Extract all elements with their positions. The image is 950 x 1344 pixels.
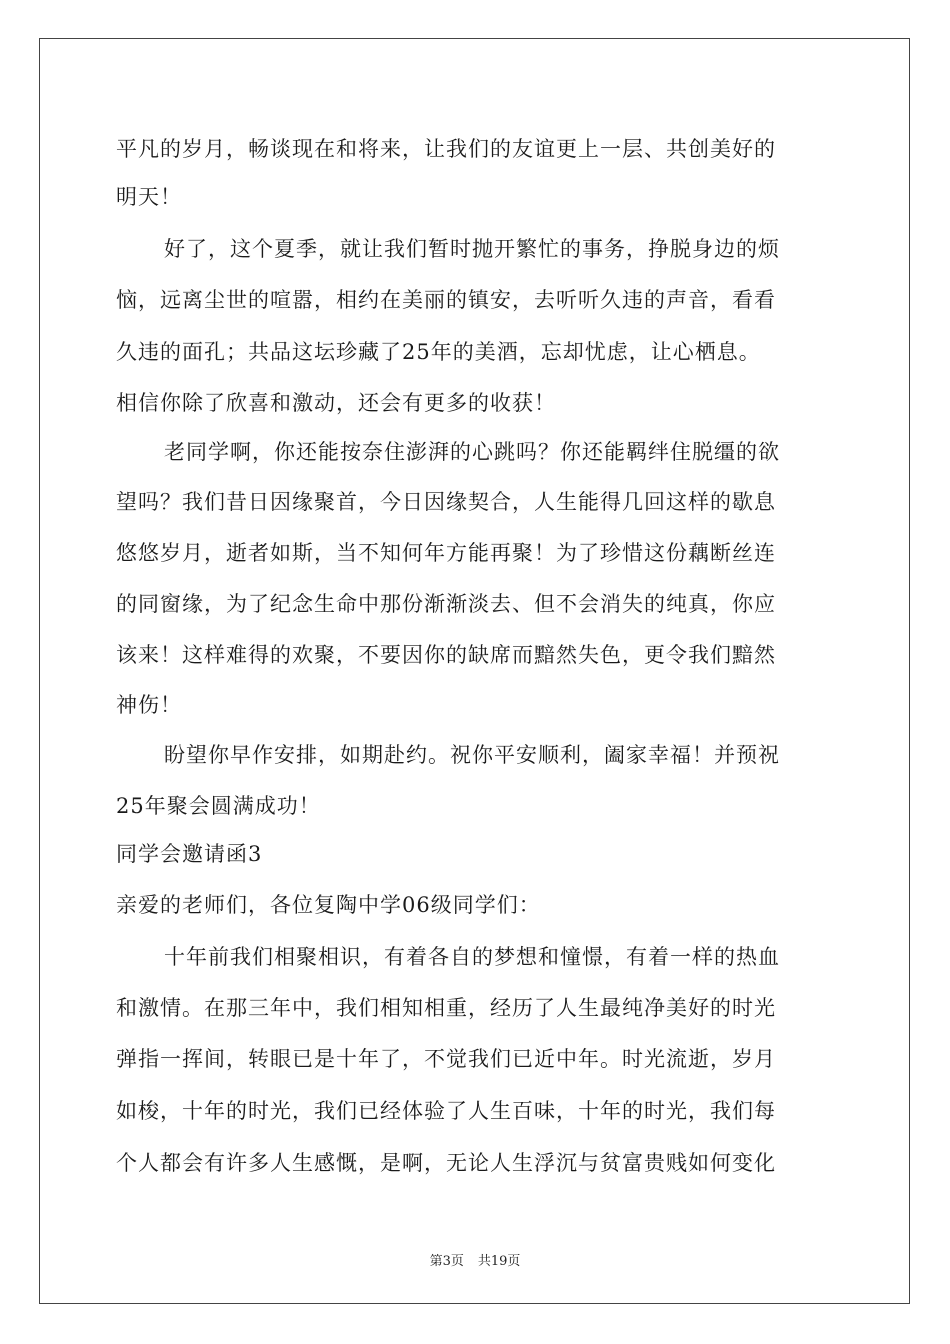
text-line: 明天！ bbox=[116, 185, 182, 209]
text-line: 的同窗缘，为了纪念生命中那份渐渐淡去、但不会消失的纯真，你应 bbox=[116, 592, 776, 616]
page-total: 共19页 bbox=[477, 1254, 521, 1269]
text-line: 如梭，十年的时光，我们已经体验了人生百味，十年的时光，我们每 bbox=[116, 1099, 776, 1123]
text-line: 25年聚会圆满成功！ bbox=[116, 794, 321, 818]
text-line: 恼，远离尘世的喧嚣，相约在美丽的镇安，去听听久违的声音，看看 bbox=[116, 288, 776, 312]
text-line: 久违的面孔；共品这坛珍藏了25年的美酒，忘却忧虑，让心栖息。 bbox=[116, 340, 761, 364]
text-line: 弹指一挥间，转眼已是十年了，不觉我们已近中年。时光流逝，岁月 bbox=[116, 1047, 776, 1071]
paragraph-start: 好了，这个夏季，就让我们暂时抛开繁忙的事务，挣脱身边的烦 bbox=[164, 237, 780, 261]
text-line: 和激情。在那三年中，我们相知相重，经历了人生最纯净美好的时光 bbox=[116, 996, 776, 1020]
paragraph-start: 十年前我们相聚相识，有着各自的梦想和憧憬，有着一样的热血 bbox=[164, 945, 780, 969]
page-footer bbox=[0, 1250, 950, 1269]
text-line: 望吗？我们昔日因缘聚首，今日因缘契合，人生能得几回这样的歇息 bbox=[116, 490, 776, 514]
page-number: 第3页 bbox=[429, 1254, 464, 1269]
salutation: 亲爱的老师们，各位复陶中学06级同学们： bbox=[116, 893, 541, 917]
section-heading: 同学会邀请函3 bbox=[116, 842, 263, 866]
paragraph-start: 盼望你早作安排，如期赴约。祝你平安顺利，阖家幸福！并预祝 bbox=[164, 743, 780, 767]
text-line: 相信你除了欣喜和激动，还会有更多的收获！ bbox=[116, 391, 556, 415]
text-line: 神伤！ bbox=[116, 693, 182, 717]
text-line: 悠悠岁月，逝者如斯，当不知何年方能再聚！为了珍惜这份藕断丝连 bbox=[116, 541, 776, 565]
paragraph-start: 老同学啊，你还能按奈住澎湃的心跳吗？你还能羁绊住脱缰的欲 bbox=[164, 440, 780, 464]
text-line: 个人都会有许多人生感慨，是啊，无论人生浮沉与贫富贵贱如何变化 bbox=[116, 1151, 776, 1175]
text-line: 该来！这样难得的欢聚，不要因你的缺席而黯然失色，更令我们黯然 bbox=[116, 643, 776, 667]
text-line: 平凡的岁月，畅谈现在和将来，让我们的友谊更上一层、共创美好的 bbox=[116, 137, 776, 161]
